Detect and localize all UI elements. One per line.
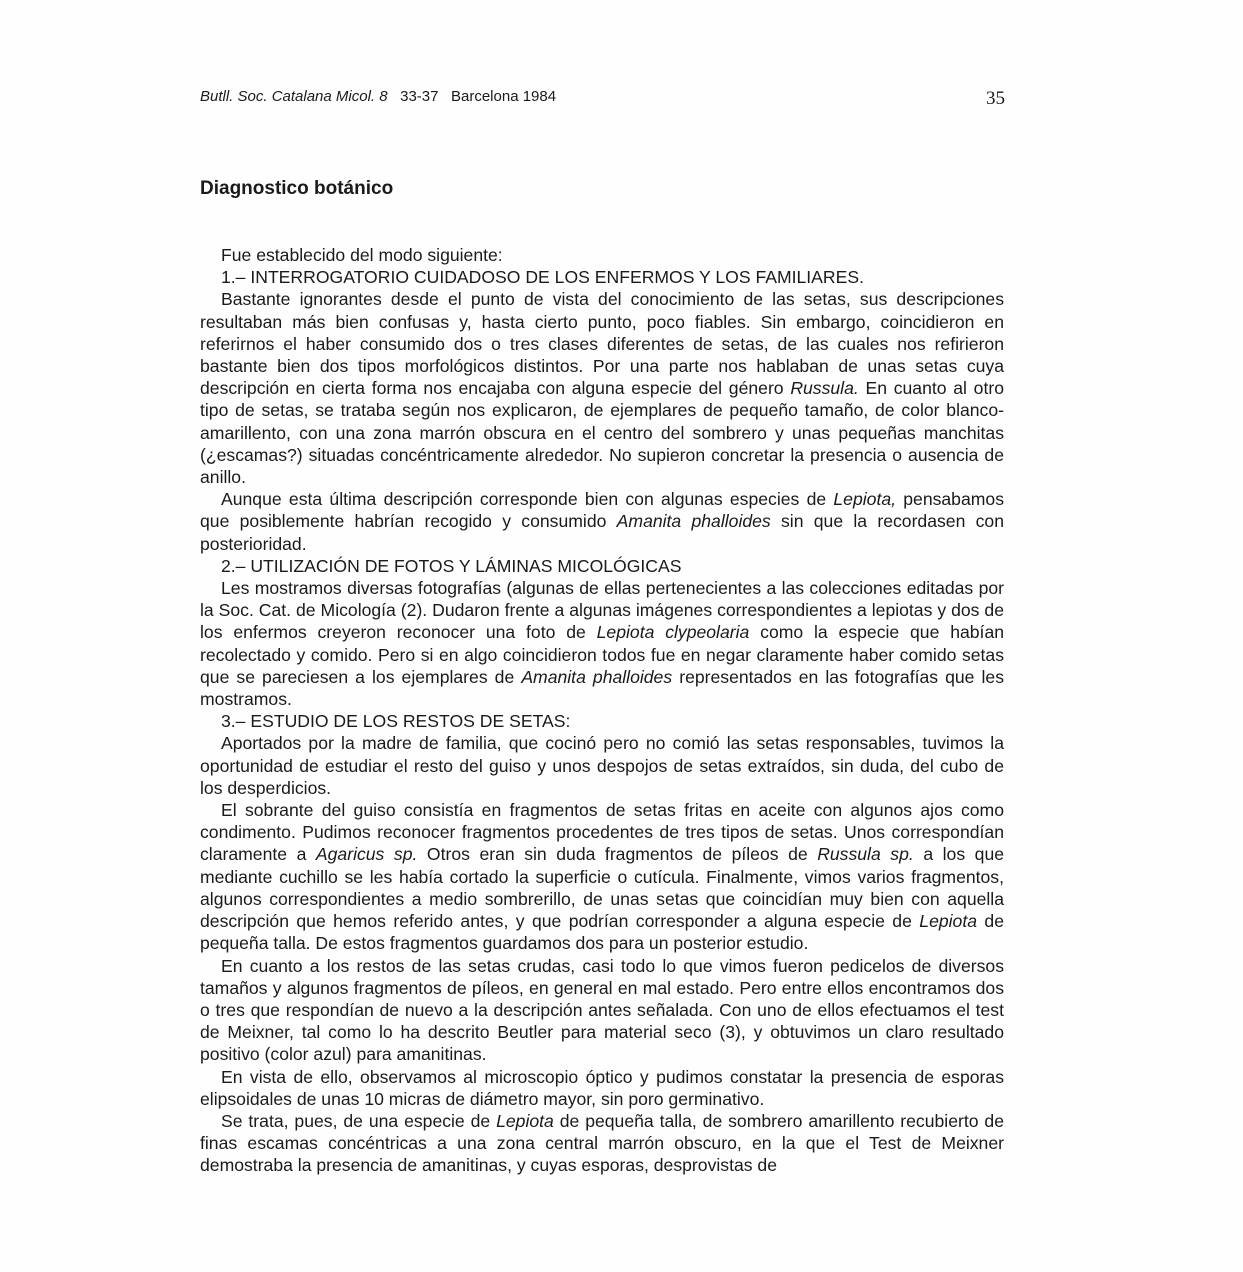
paragraph-8: Se trata, pues, de una especie de Lepiota de pequeña talla, de sombrero amarillento recubierto de finas escamas concéntricas a una zona central marrón obscuro, en la que el Test de Meixner demostraba la presencia de amanitinas, y cuyas esporas, desprovistas de bbox=[200, 1110, 1004, 1176]
paragraph-4: Aportados por la madre de familia, que cocinó pero no comió las setas responsables, tuvimos la oportunidad de estudiar el resto del guiso y unos despojos de setas extraídos, sin duda, del cubo de los desperdicios. bbox=[200, 733, 1004, 798]
paragraph-6: En cuanto a los restos de las setas crudas, casi todo lo que vimos fueron pedicelos de diversos tamaños y algunos fragmentos de píleos, en general en mal estado. Pero entre ellos encontramos dos o tres que respondían de nuevo a la descripción antes señalada. Con uno de ellos efectuamos el test de Meixner, tal como lo ha descrito Beutler para material seco (3), y obtuvimos un claro resultado positivo (color azul) para amanitinas. bbox=[200, 955, 1004, 1065]
paragraph-7: En vista de ello, observamos al microscopio óptico y pudimos constatar la presencia de esporas elipsoidales de unas 10 micras de diámetro mayor, sin poro germinativo. bbox=[200, 1066, 1004, 1109]
journal-volume: 8 bbox=[379, 88, 388, 105]
paragraph-1: Bastante ignorantes desde el punto de vista del conocimiento de las setas, sus descripciones resultaban más bien confusas y, hasta cierto punto, poco fiables. Sin embargo, coincidieron en referirnos el haber consumido dos o tres clases diferentes de setas, de las cuales nos refirieron bastante bien dos tipos morfológicos distintos. Por una parte nos hablaban de unas setas cuya descripción en cierta forma nos encajaba con alguna especie del género Russula. En cuanto al otro tipo de setas, se trataba según nos explicaron, de ejemplares de pequeño tamaño, de color blanco-amarillento, con una zona marrón obscura en el centro del sombrero y unas pequeñas manchitas (¿escamas?) situadas concéntricamente alrededor. No supieron concretar la presencia o ausencia de anillo. bbox=[200, 289, 1004, 488]
section-title: Diagnostico botánico bbox=[200, 178, 394, 199]
paragraph-3: Les mostramos diversas fotografías (algunas de ellas pertenecientes a las colecciones editadas por la Soc. Cat. de Micología (2). Dudaron frente a algunas imágenes correspondientes a lepiotas y dos de los enfermos creyeron reconocer una foto de Lepiota clypeolaria como la especie que habían recolectado y comido. Pero si en algo coincidieron todos fue en negar claramente haber comido setas que se pareciesen a los ejemplares de Amanita phalloides representados en las fotografías que les mostramos. bbox=[200, 578, 1005, 710]
subheading-3: 3.– ESTUDIO DE LOS RESTOS DE SETAS: bbox=[221, 711, 571, 732]
paragraph-2: Aunque esta última descripción corresponde bien con algunas especies de Lepiota, pensabamos que posiblemente habrían recogido y consumido Amanita phalloides sin que la recordasen con posterioridad. bbox=[200, 489, 1004, 554]
running-header bbox=[200, 88, 1005, 114]
intro-line: Fue establecido del modo siguiente: bbox=[221, 245, 503, 265]
journal-name: Butll. Soc. Catalana Micol. bbox=[200, 88, 376, 105]
page-number: 35 bbox=[986, 88, 1005, 109]
journal-pages: 33-37 bbox=[400, 88, 439, 105]
journal-place-year: Barcelona 1984 bbox=[451, 88, 557, 105]
subheading-2: 2.– UTILIZACIÓN DE FOTOS Y LÁMINAS MICOLÓGICAS bbox=[221, 555, 682, 576]
paragraph-5: El sobrante del guiso consistía en fragmentos de setas fritas en aceite con algunos ajos como condimento. Pudimos reconocer fragmentos procedentes de tres tipos de setas. Unos correspondían claramente a Agaricus sp. Otros eran sin duda fragmentos de píleos de Russula sp. a los que mediante cuchillo se les había cortado la superficie o cutícula. Finalmente, vimos varios fragmentos, algunos correspondientes a medio sombrerillo, de unas setas que coincidían muy bien con aquella descripción que hemos referido antes, y que podrían corresponder a alguna especie de Lepiota de pequeña talla. De estos fragmentos guardamos dos para un posterior estudio. bbox=[200, 800, 1005, 954]
subheading-1: 1.– INTERROGATORIO CUIDADOSO DE LOS ENFERMOS Y LOS FAMILIARES. bbox=[221, 267, 864, 288]
body-text bbox=[200, 244, 1004, 1177]
